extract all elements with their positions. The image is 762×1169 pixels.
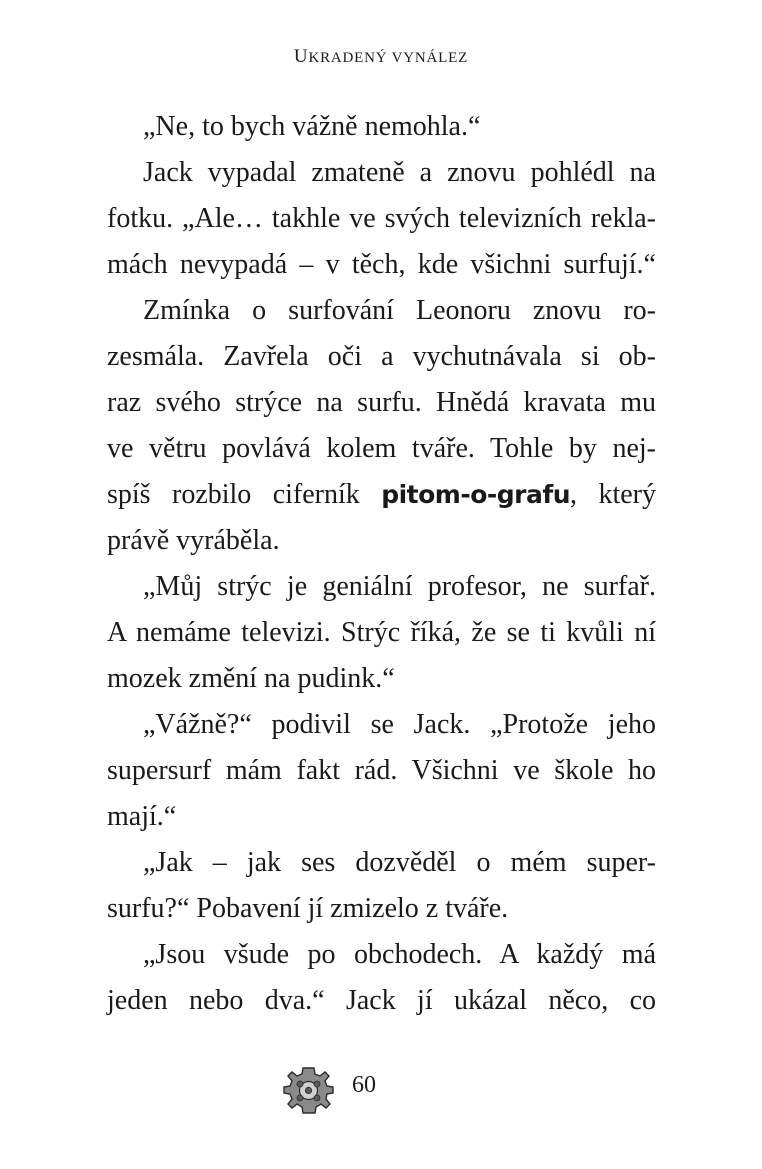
text-line: ve větru povlává kolem tváře. Tohle by nej- xyxy=(107,433,656,464)
paragraph xyxy=(107,288,656,564)
paragraph xyxy=(107,932,656,1024)
page-number: 60 xyxy=(352,1072,376,1098)
paragraph xyxy=(107,150,656,288)
text-fragment: spíš rozbilo ciferník xyxy=(107,479,382,510)
text-line: raz svého strýce na surfu. Hnědá kravata mu xyxy=(107,387,656,418)
running-header-initial: U xyxy=(293,46,309,67)
text-line: zesmála. Zavřela oči a vychutnávala si ob- xyxy=(107,341,656,372)
text-line: fotku. „Ale… takhle ve svých televizních rekla- xyxy=(107,203,656,234)
running-header-rest: KRADENÝ VYNÁLEZ xyxy=(308,50,469,66)
text-line: supersurf mám fakt rád. Všichni ve škole ho xyxy=(107,755,656,786)
text-line: „Jak – jak ses dozvěděl o mém super- xyxy=(143,847,656,878)
paragraph xyxy=(107,104,656,150)
paragraph xyxy=(107,702,656,840)
text-line: surfu?“ Pobavení jí zmizelo z tváře. xyxy=(107,893,509,924)
text-fragment: , který xyxy=(570,479,656,510)
gear-icon xyxy=(277,1062,341,1126)
text-line: „Jsou všude po obchodech. A každý má xyxy=(143,939,656,970)
body-text xyxy=(107,104,656,1024)
text-line: „Ne, to bych vážně nemohla.“ xyxy=(143,111,481,142)
text-line: „Vážně?“ podivil se Jack. „Protože jeho xyxy=(143,709,656,740)
text-line: jeden nebo dva.“ Jack jí ukázal něco, co xyxy=(107,985,656,1016)
paragraph xyxy=(107,840,656,932)
page-footer xyxy=(0,1062,762,1122)
text-line: A nemáme televizi. Strýc říká, že se ti kvůli ní xyxy=(107,617,656,648)
running-header xyxy=(0,46,762,68)
text-line: Jack vypadal zmateně a znovu pohlédl na xyxy=(143,157,656,188)
text-line: právě vyráběla. xyxy=(107,525,280,556)
text-line: „Můj strýc je geniální profesor, ne surfař. xyxy=(143,571,656,602)
text-line: mozek změní na pudink.“ xyxy=(107,663,395,694)
invention-name: pitom-o-grafu xyxy=(381,480,571,509)
text-line: mách nevypadá – v těch, kde všichni surfují.“ xyxy=(107,249,656,280)
text-line-with-highlight xyxy=(107,472,656,518)
text-line: mají.“ xyxy=(107,801,177,832)
text-line: Zmínka o surfování Leonoru znovu ro- xyxy=(143,295,656,326)
paragraph xyxy=(107,564,656,702)
